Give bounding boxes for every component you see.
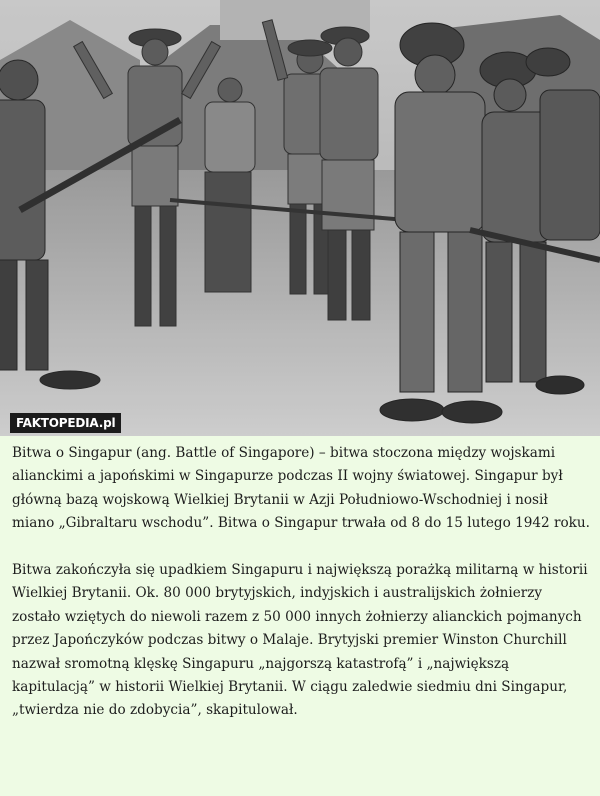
- caption-text: [12, 442, 592, 723]
- faktopedia-watermark: FAKTOPEDIA.pl: [10, 413, 121, 433]
- caption-paragraph-2: Bitwa zakończyła się upadkiem Singapuru i największą porażką militarną w historii Wielkiej Brytanii. Ok. 80 000 brytyjskich, indyjskich i australijskich żołnierzy zostało wziętych do niewoli razem z 50 000 innych żołnierzy alianckich pojmanych przez Japończyków podczas bitwy o Malaje. Brytyjski premier Winston Churchill nazwał sromotną klęskę Singapuru „najgorszą katastrofą” i „największą kapitulacją” w historii Wielkiej Brytanii. W ciągu zaledwie siedmiu dni Singapur, „twierdza nie do zdobycia”, skapitulował.: [12, 562, 588, 719]
- caption-paragraph-1: Bitwa o Singapur (ang. Battle of Singapore) – bitwa stoczona między wojskami alianckimi a japońskimi w Singapurze podczas II wojny światowej. Singapur był główną bazą wojskową Wielkiej Brytanii w Azji Południowo-Wschodniej i nosił miano „Gibraltaru wschodu”. Bitwa o Singapur trwała od 8 do 15 lutego 1942 roku.: [12, 445, 590, 532]
